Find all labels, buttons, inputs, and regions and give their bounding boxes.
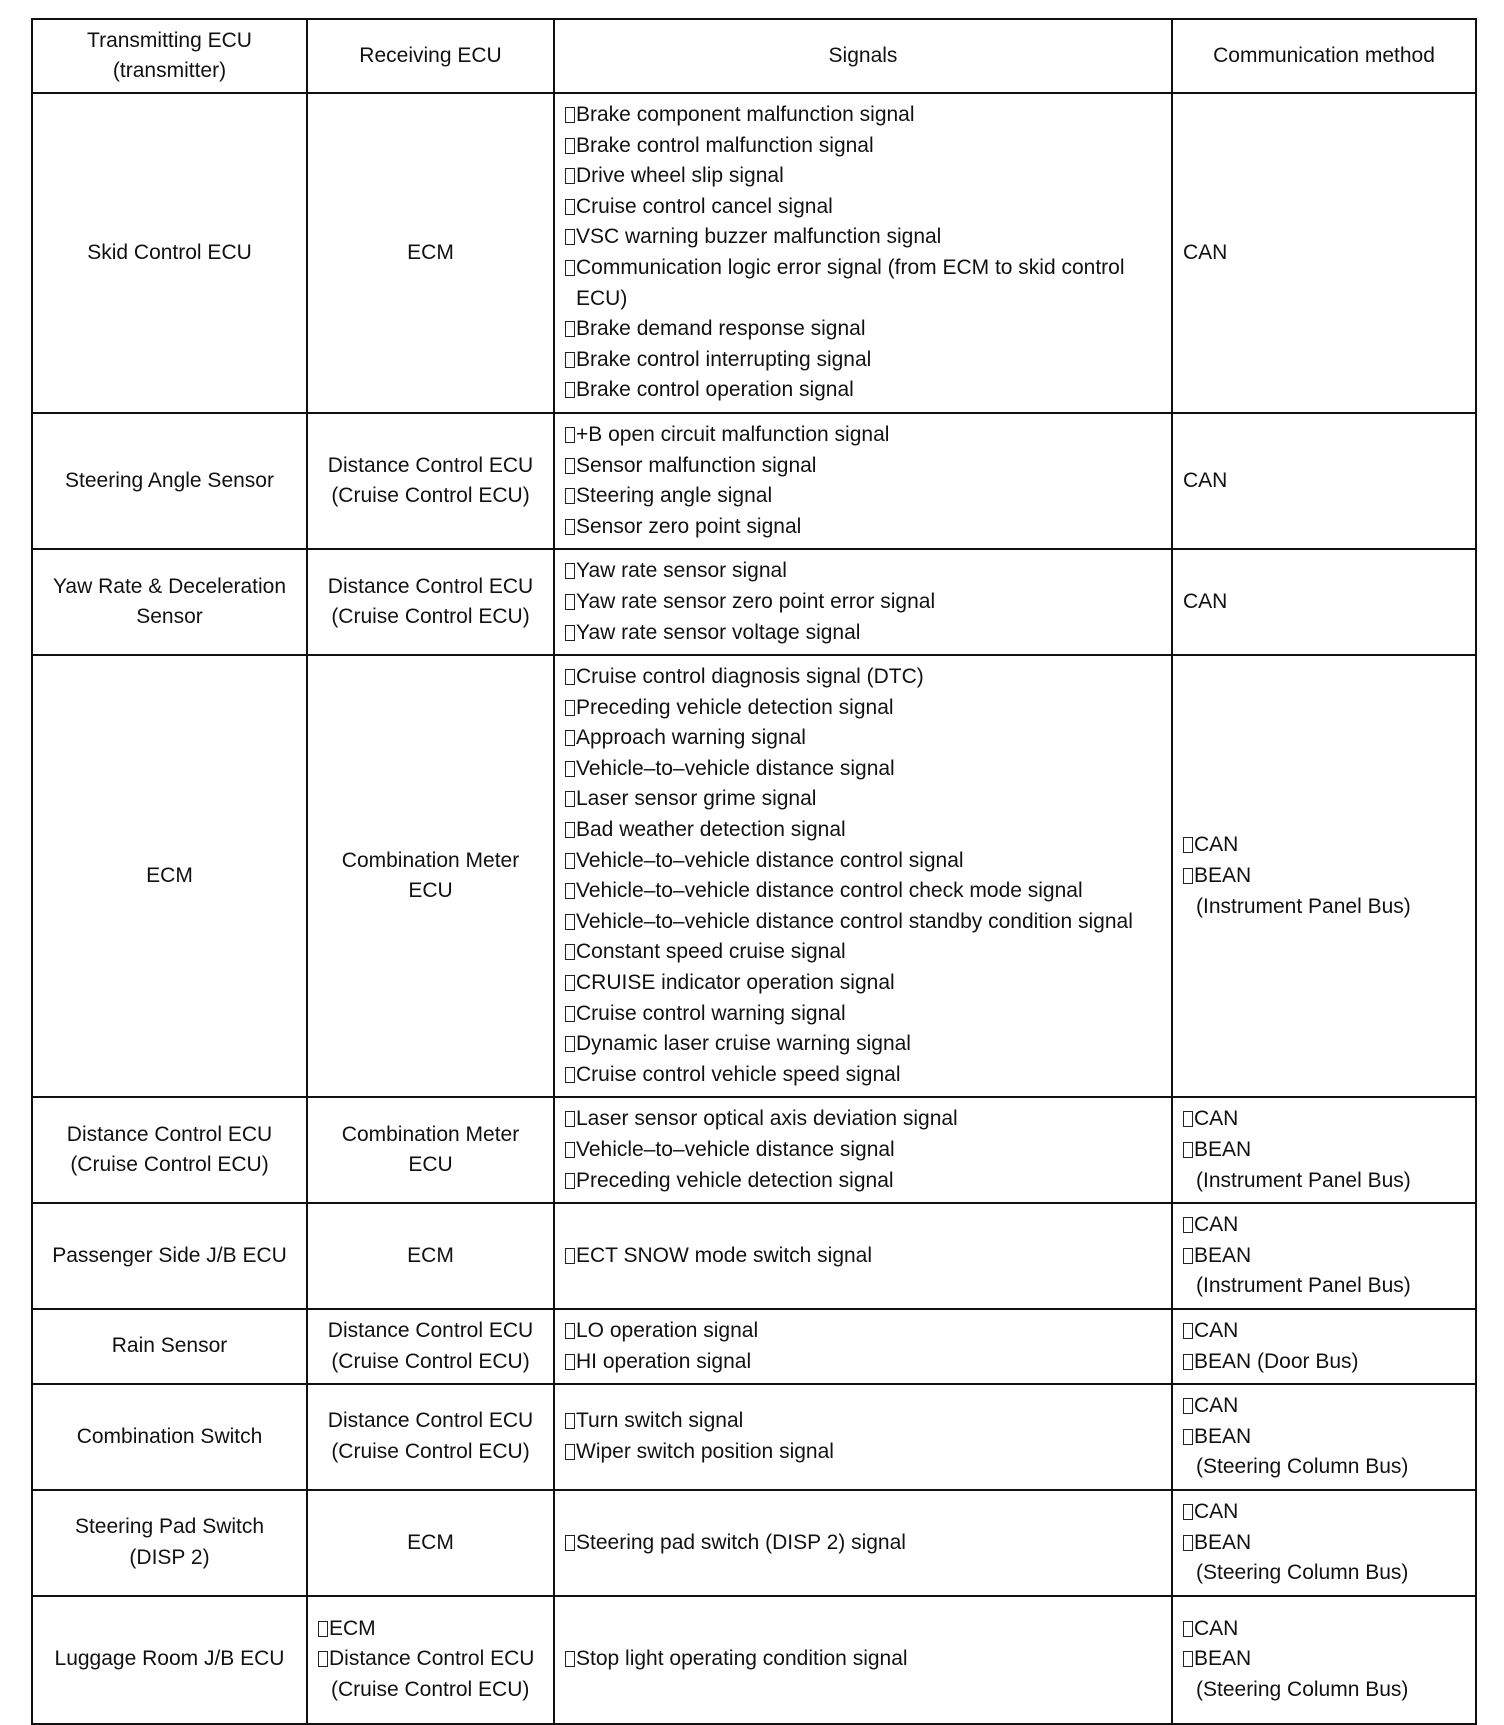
- signal-item: Dynamic laser cruise warning signal: [565, 1029, 1161, 1060]
- transmitter-cell: Luggage Room J/B ECU: [32, 1596, 307, 1724]
- method-item: BEAN (Door Bus): [1183, 1347, 1465, 1378]
- method-note: (Instrument Panel Bus): [1196, 1168, 1411, 1192]
- receiver-cell: Distance Control ECU (Cruise Control ECU): [307, 1384, 554, 1490]
- transmitter-cell: Passenger Side J/B ECU: [32, 1203, 307, 1309]
- signal-item: Sensor malfunction signal: [565, 451, 1161, 482]
- table-row: [32, 413, 1476, 549]
- signal-item: Brake control operation signal: [565, 375, 1161, 406]
- table-row: [32, 1384, 1476, 1490]
- method-item: BEAN: [1183, 861, 1465, 892]
- method-item: BEAN: [1183, 1528, 1465, 1559]
- method-note: (Steering Column Bus): [1196, 1678, 1409, 1702]
- signal-item: Brake component malfunction signal: [565, 100, 1161, 131]
- signal-item: Approach warning signal: [565, 723, 1161, 754]
- transmitter-cell: Rain Sensor: [32, 1309, 307, 1384]
- header-row: [32, 19, 1476, 93]
- receiver-item: Distance Control ECU: [318, 1644, 543, 1675]
- method-cell: [1172, 655, 1476, 1097]
- signal-item: Steering pad switch (DISP 2) signal: [565, 1528, 1161, 1559]
- signals-cell: [554, 1384, 1172, 1490]
- table-row: [32, 1097, 1476, 1203]
- signal-item: CRUISE indicator operation signal: [565, 968, 1161, 999]
- method-item: CAN: [1183, 830, 1465, 861]
- receiver-cell: Distance Control ECU (Cruise Control ECU): [307, 413, 554, 549]
- method-item: CAN: [1183, 1210, 1465, 1241]
- signals-cell: [554, 655, 1172, 1097]
- method-item: BEAN: [1183, 1644, 1465, 1675]
- method-item: BEAN: [1183, 1135, 1465, 1166]
- signals-cell: [554, 413, 1172, 549]
- signals-cell: [554, 1309, 1172, 1384]
- signal-item: Wiper switch position signal: [565, 1437, 1161, 1468]
- signal-item: Laser sensor optical axis deviation signal: [565, 1104, 1161, 1135]
- signal-item: Yaw rate sensor voltage signal: [565, 618, 1161, 649]
- signal-item: Vehicle–to–vehicle distance control standby condition signal: [565, 907, 1161, 938]
- method-cell: CAN: [1172, 413, 1476, 549]
- signal-table-page: [31, 18, 1475, 1702]
- method-cell: [1172, 1490, 1476, 1596]
- signal-item: Steering angle signal: [565, 481, 1161, 512]
- signal-item: Communication logic error signal (from ECM to skid control ECU): [565, 253, 1161, 314]
- signal-item: VSC warning buzzer malfunction signal: [565, 222, 1161, 253]
- table-row: [32, 1309, 1476, 1384]
- transmitter-cell: Distance Control ECU (Cruise Control ECU): [32, 1097, 307, 1203]
- receiver-cell: ECM: [307, 1203, 554, 1309]
- signal-item: +B open circuit malfunction signal: [565, 420, 1161, 451]
- transmitter-cell: Skid Control ECU: [32, 93, 307, 413]
- header-receiving-ecu: Receiving ECU: [307, 19, 554, 93]
- signal-item: LO operation signal: [565, 1316, 1161, 1347]
- method-cell: [1172, 1203, 1476, 1309]
- method-item: BEAN: [1183, 1241, 1465, 1272]
- receiver-cell: Combination Meter ECU: [307, 1097, 554, 1203]
- method-item: CAN: [1183, 1316, 1465, 1347]
- receiver-cell: ECM: [307, 93, 554, 413]
- signal-item: Stop light operating condition signal: [565, 1644, 1161, 1675]
- signal-item: Vehicle–to–vehicle distance signal: [565, 1135, 1161, 1166]
- transmitter-cell: ECM: [32, 655, 307, 1097]
- signals-cell: [554, 1596, 1172, 1724]
- method-item: CAN: [1183, 1104, 1465, 1135]
- signals-cell: [554, 1097, 1172, 1203]
- signal-item: HI operation signal: [565, 1347, 1161, 1378]
- signal-item: Vehicle–to–vehicle distance control signal: [565, 846, 1161, 877]
- transmitter-cell: Steering Angle Sensor: [32, 413, 307, 549]
- table-row: [32, 655, 1476, 1097]
- receiver-cell: Combination Meter ECU: [307, 655, 554, 1097]
- receiver-item: ECM: [318, 1614, 543, 1645]
- transmitter-cell: Yaw Rate & Deceleration Sensor: [32, 549, 307, 655]
- signal-item: Brake demand response signal: [565, 314, 1161, 345]
- method-cell: [1172, 1384, 1476, 1490]
- header-transmitting-ecu: Transmitting ECU (transmitter): [32, 19, 307, 93]
- signal-item: Laser sensor grime signal: [565, 784, 1161, 815]
- signals-cell: [554, 549, 1172, 655]
- table-row: [32, 1490, 1476, 1596]
- signal-item: Vehicle–to–vehicle distance control check mode signal: [565, 876, 1161, 907]
- signal-table: [31, 18, 1477, 1725]
- method-cell: [1172, 1309, 1476, 1384]
- method-cell: CAN: [1172, 93, 1476, 413]
- signals-cell: [554, 1203, 1172, 1309]
- table-row: [32, 93, 1476, 413]
- signal-item: Drive wheel slip signal: [565, 161, 1161, 192]
- receiver-cell: [307, 1596, 554, 1724]
- table-row: [32, 549, 1476, 655]
- signal-item: Brake control malfunction signal: [565, 131, 1161, 162]
- method-cell: [1172, 1596, 1476, 1724]
- signal-item: Sensor zero point signal: [565, 512, 1161, 543]
- signal-item: Turn switch signal: [565, 1406, 1161, 1437]
- signal-item: Brake control interrupting signal: [565, 345, 1161, 376]
- method-cell: CAN: [1172, 549, 1476, 655]
- signals-cell: [554, 1490, 1172, 1596]
- header-signals: Signals: [554, 19, 1172, 93]
- transmitter-cell: Combination Switch: [32, 1384, 307, 1490]
- receiver-note: (Cruise Control ECU): [331, 1678, 530, 1702]
- signal-item: ECT SNOW mode switch signal: [565, 1241, 1161, 1272]
- method-note: (Instrument Panel Bus): [1196, 1274, 1411, 1298]
- method-note: (Steering Column Bus): [1196, 1455, 1409, 1479]
- transmitter-cell: Steering Pad Switch (DISP 2): [32, 1490, 307, 1596]
- signal-item: Cruise control warning signal: [565, 999, 1161, 1030]
- method-note: (Instrument Panel Bus): [1196, 894, 1411, 918]
- method-note: (Steering Column Bus): [1196, 1561, 1409, 1585]
- signal-item: Cruise control cancel signal: [565, 192, 1161, 223]
- method-item: CAN: [1183, 1391, 1465, 1422]
- receiver-cell: Distance Control ECU (Cruise Control ECU): [307, 1309, 554, 1384]
- signal-item: Yaw rate sensor zero point error signal: [565, 587, 1161, 618]
- signal-item: Yaw rate sensor signal: [565, 556, 1161, 587]
- header-communication-method: Communication method: [1172, 19, 1476, 93]
- receiver-cell: Distance Control ECU (Cruise Control ECU): [307, 549, 554, 655]
- table-row: [32, 1203, 1476, 1309]
- signal-item: Vehicle–to–vehicle distance signal: [565, 754, 1161, 785]
- signal-item: Cruise control diagnosis signal (DTC): [565, 662, 1161, 693]
- signal-item: Cruise control vehicle speed signal: [565, 1060, 1161, 1091]
- method-item: CAN: [1183, 1614, 1465, 1645]
- signal-item: Bad weather detection signal: [565, 815, 1161, 846]
- signals-cell: [554, 93, 1172, 413]
- signal-item: Preceding vehicle detection signal: [565, 693, 1161, 724]
- signal-item: Constant speed cruise signal: [565, 937, 1161, 968]
- table-row: [32, 1596, 1476, 1724]
- signal-item: Preceding vehicle detection signal: [565, 1166, 1161, 1197]
- method-item: BEAN: [1183, 1422, 1465, 1453]
- receiver-cell: ECM: [307, 1490, 554, 1596]
- method-item: CAN: [1183, 1497, 1465, 1528]
- method-cell: [1172, 1097, 1476, 1203]
